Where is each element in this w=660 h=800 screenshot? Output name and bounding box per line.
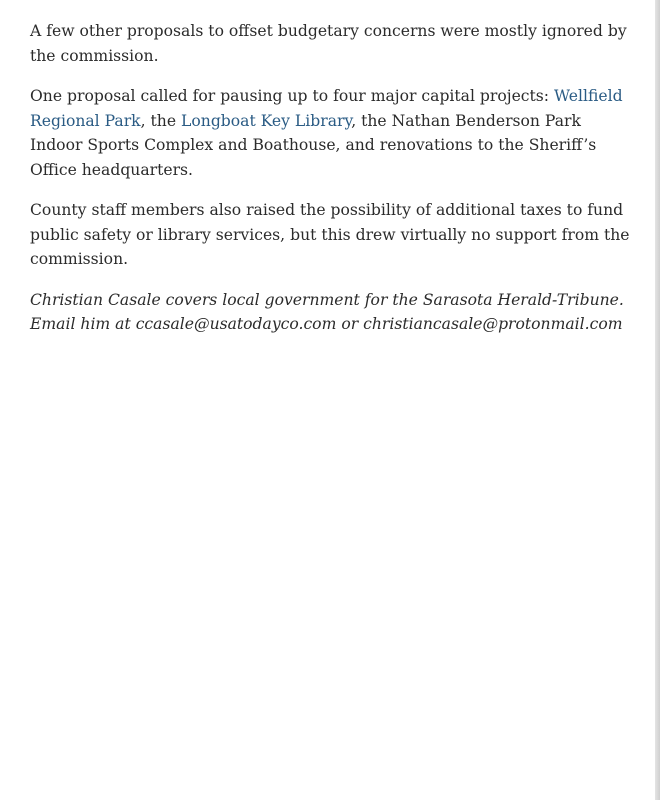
link-wellfield-regional-park[interactable]: Wellfield Regional Park [30, 87, 623, 130]
link-longboat-key-library[interactable]: Longboat Key Library [181, 111, 352, 130]
scrollbar-track[interactable] [655, 0, 660, 800]
paragraph-text: , the [140, 111, 182, 130]
paragraph-text: One proposal called for pausing up to four major capital projects: [30, 87, 555, 105]
paragraph-additional-taxes: County staff members also raised the possibility of additional taxes to fund public safety or library services, but this drew virtually no support from the commission. [30, 201, 630, 268]
paragraph-capital-projects [30, 84, 630, 182]
author-byline: Christian Casale covers local government for the Sarasota Herald-Tribune. Email him at ccasale@usatodayco.com or christiancasale@protonmail.com [30, 290, 624, 333]
paragraph-text: , the Nathan Benderson Park Indoor Sports Complex and Boathouse, and renovations to the Sheriff’s Office headquarters. [30, 111, 597, 179]
paragraph-budget-proposals: A few other proposals to offset budgetary concerns were mostly ignored by the commission. [30, 22, 627, 65]
article-body [30, 19, 630, 353]
